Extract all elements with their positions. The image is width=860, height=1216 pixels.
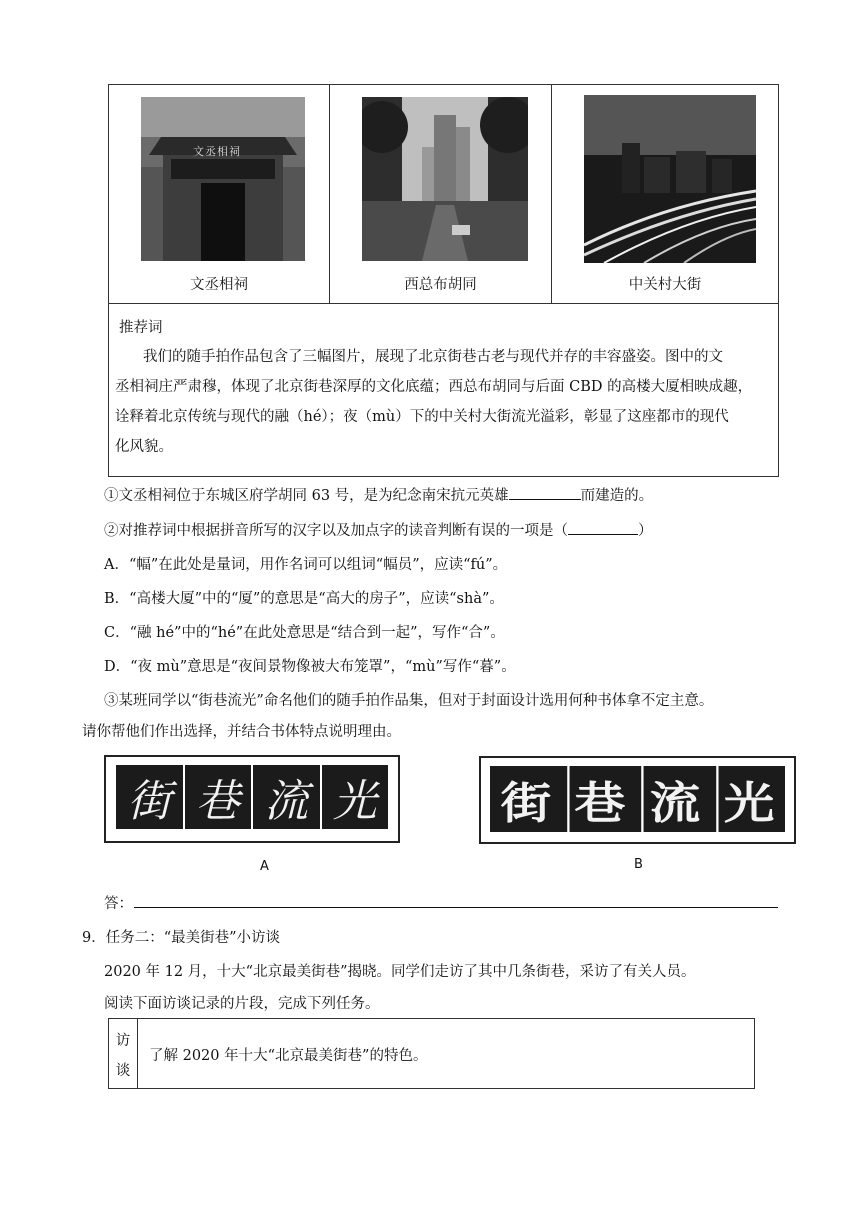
calligraphy-label-a: A xyxy=(260,859,269,874)
task-2-title: 9．任务二：“最美街巷”小访谈 xyxy=(82,930,281,946)
calligraphy-b-char-2: 巷 xyxy=(559,766,644,832)
option-c[interactable]: C．“融 hé”中的“hé”在此处意思是“结合到一起”，写作“合”。 xyxy=(104,625,505,641)
calligraphy-a-char-1: 街 xyxy=(116,765,185,829)
photo-cell-2 xyxy=(330,85,552,303)
answer-line[interactable] xyxy=(134,907,778,908)
calligraphy-b-char-3: 流 xyxy=(633,766,718,832)
photo-xizongbu-hutong xyxy=(362,97,528,261)
recommendation-line-1: 我们的随手拍作品包含了三幅图片，展现了北京街巷古老与现代并存的丰容盛姿。图中的文 xyxy=(143,349,723,365)
option-a[interactable]: A．“幅”在此处是量词，用作名词可以组词“幅员”，应读“fú”。 xyxy=(104,557,508,573)
photo-cell-1 xyxy=(109,85,330,303)
photo-table xyxy=(108,84,779,477)
recommendation-line-3: 诠释着北京传统与现代的融（hé）；夜（mù）下的中关村大街流光溢彩，彰显了这座都市的现代 xyxy=(115,409,729,425)
photo-caption-1: 文丞相祠 xyxy=(190,277,248,293)
task-2-line-2: 阅读下面访谈记录的片段，完成下列任务。 xyxy=(104,996,380,1012)
task-2-line-1: 2020 年 12 月，十大“北京最美街巷”揭晓。同学们走访了其中几条街巷，采访了有关人员。 xyxy=(104,964,696,980)
answer-blank-2[interactable] xyxy=(568,534,638,535)
calligraphy-label-b: B xyxy=(634,857,643,872)
calligraphy-option-a[interactable] xyxy=(104,755,400,843)
calligraphy-a-char-4: 光 xyxy=(332,776,377,827)
recommendation-line-4: 化风貌。 xyxy=(115,439,173,455)
option-d[interactable]: D．“夜 mù”意思是“夜间景物像被大布笼罩”，“mù”写作“暮”。 xyxy=(104,659,516,675)
recommendation-line-2: 丞相祠庄严肃穆，体现了北京街巷深厚的文化底蕴；西总布胡同与后面 CBD 的高楼大厦相映成趣， xyxy=(115,379,753,395)
interview-content: 了解 2020 年十大“北京最美街巷”的特色。 xyxy=(149,1048,428,1064)
photo-caption-2: 西总布胡同 xyxy=(404,277,477,293)
photo-caption-3: 中关村大街 xyxy=(628,277,702,293)
photo-cell-3 xyxy=(552,85,778,303)
question-1: ①文丞相祠位于东城区府学胡同 63 号，是为纪念南宋抗元英雄 而建造的。 xyxy=(104,488,654,504)
photo-zhongguancun-street xyxy=(584,95,756,263)
calligraphy-b-char-4: 光 xyxy=(723,778,775,829)
photo-wen-chengxiang-shrine xyxy=(141,97,305,261)
interview-table xyxy=(108,1018,755,1089)
interview-label-column xyxy=(109,1019,138,1088)
question-3-line-1: ③某班同学以“街巷流光”命名他们的随手拍作品集，但对于封面设计选用何种书体拿不定主意。 xyxy=(104,693,714,709)
calligraphy-b-char-1: 街 xyxy=(484,766,569,832)
interview-label-top: 访 xyxy=(115,1033,131,1049)
recommendation-text xyxy=(115,342,772,462)
calligraphy-a-char-2: 巷 xyxy=(185,765,254,829)
gate-plaque-text: 文丞相祠 xyxy=(193,145,241,158)
interview-label-bottom: 谈 xyxy=(115,1063,131,1079)
answer-label: 答： xyxy=(104,896,133,912)
calligraphy-option-b[interactable] xyxy=(479,756,796,844)
option-b[interactable]: B．“高楼大厦”中的“厦”的意思是“高大的房子”，应读“shà”。 xyxy=(104,591,504,607)
answer-blank-1[interactable] xyxy=(509,499,581,500)
question-2: ②对推荐词中根据拼音所写的汉字以及加点字的读音判断有误的一项是（ ） xyxy=(104,523,653,539)
recommendation-box xyxy=(109,303,778,476)
calligraphy-a-char-3: 流 xyxy=(253,765,322,829)
question-3-line-2: 请你帮他们作出选择，并结合书体特点说明理由。 xyxy=(82,724,401,740)
recommendation-title: 推荐词 xyxy=(119,320,163,336)
